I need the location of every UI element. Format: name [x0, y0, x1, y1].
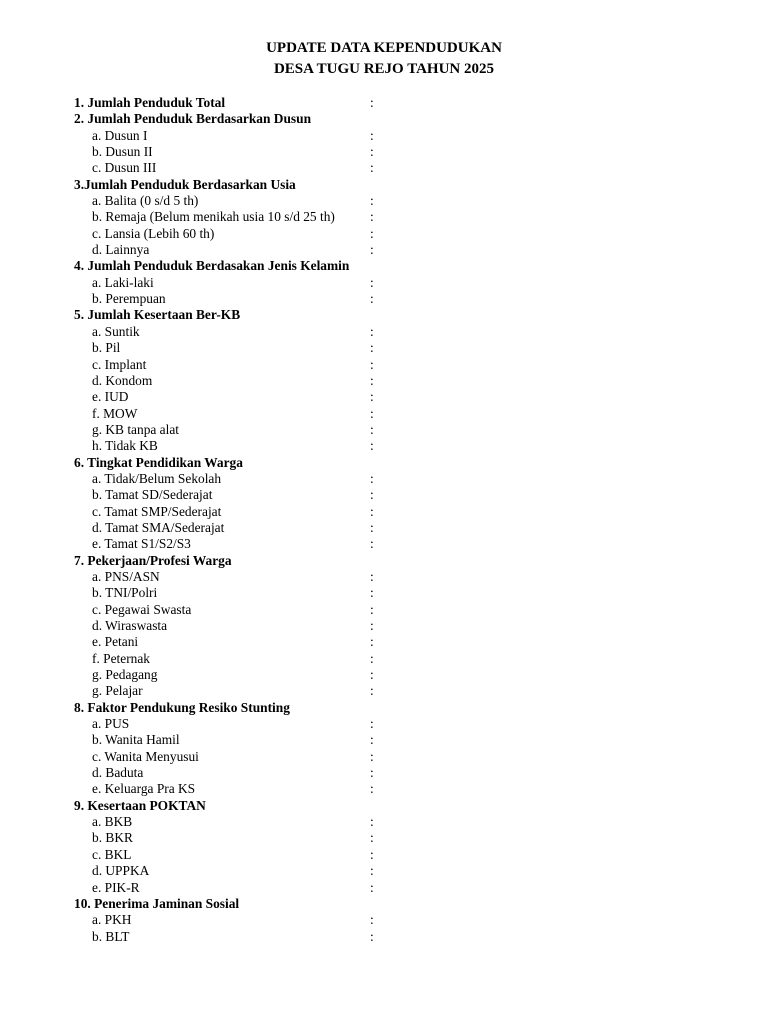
value-colon: :	[370, 274, 374, 290]
item-label: b. BLT	[92, 928, 130, 944]
form-item-row	[0, 291, 768, 307]
section-heading: 8. Faktor Pendukung Resiko Stunting	[74, 699, 290, 715]
form-item-row	[0, 193, 768, 209]
value-colon: :	[370, 242, 374, 258]
form-item-row	[0, 912, 768, 928]
section-heading: 6. Tingkat Pendidikan Warga	[74, 454, 243, 470]
value-colon: :	[370, 601, 374, 617]
form-item-row	[0, 373, 768, 389]
form-item-row	[0, 618, 768, 634]
form-item-row	[0, 880, 768, 896]
item-label: b. Tamat SD/Sederajat	[92, 487, 213, 503]
section-heading: 3.Jumlah Penduduk Berdasarkan Usia	[74, 176, 296, 192]
section-heading: 9. Kesertaan POKTAN	[74, 797, 206, 813]
item-label: c. Wanita Menyusui	[92, 748, 199, 764]
item-label: b. Remaja (Belum menikah usia 10 s/d 25 th)	[92, 209, 335, 225]
section-heading-row	[0, 307, 768, 323]
item-label: c. BKL	[92, 846, 132, 862]
item-label: d. Tamat SMA/Sederajat	[92, 519, 225, 535]
form-item-row	[0, 438, 768, 454]
item-label: a. PKH	[92, 912, 132, 928]
value-colon: :	[370, 912, 374, 928]
document-title-line-1: UPDATE DATA KEPENDUDUKAN	[266, 40, 502, 56]
value-colon: :	[370, 389, 374, 405]
form-item-row	[0, 144, 768, 160]
item-label: a. PUS	[92, 716, 130, 732]
value-colon: :	[370, 634, 374, 650]
form-item-row	[0, 634, 768, 650]
form-item-row	[0, 536, 768, 552]
form-item-row	[0, 406, 768, 422]
item-label: f. MOW	[92, 405, 138, 421]
item-label: e. IUD	[92, 389, 129, 405]
section-heading-row	[0, 258, 768, 274]
item-label: g. Pelajar	[92, 683, 143, 699]
item-label: c. Tamat SMP/Sederajat	[92, 503, 222, 519]
item-label: c. Dusun III	[92, 160, 157, 176]
form-item-row	[0, 487, 768, 503]
item-label: f. Peternak	[92, 650, 151, 666]
form-item-row	[0, 602, 768, 618]
section-heading-row	[0, 111, 768, 127]
item-label: e. Tamat S1/S2/S3	[92, 536, 191, 552]
form-item-row	[0, 471, 768, 487]
section-heading: 4. Jumlah Penduduk Berdasakan Jenis Kelamin	[74, 258, 350, 274]
value-colon: :	[370, 323, 374, 339]
data-form-list	[0, 95, 768, 945]
value-colon: :	[370, 503, 374, 519]
form-item-row	[0, 340, 768, 356]
value-colon: :	[370, 340, 374, 356]
item-label: e. Keluarga Pra KS	[92, 781, 196, 797]
value-colon: :	[370, 95, 374, 110]
item-label: e. PIK-R	[92, 879, 140, 895]
form-item-row	[0, 209, 768, 225]
section-heading-row	[0, 896, 768, 912]
value-colon: :	[370, 225, 374, 241]
item-label: d. Kondom	[92, 372, 153, 388]
item-label: c. Pegawai Swasta	[92, 601, 192, 617]
value-colon: :	[370, 487, 374, 503]
value-colon: :	[370, 683, 374, 699]
form-item-row	[0, 732, 768, 748]
section-heading: 1. Jumlah Penduduk Total	[74, 95, 226, 110]
value-colon: :	[370, 928, 374, 944]
value-colon: :	[370, 650, 374, 666]
value-colon: :	[370, 830, 374, 846]
value-colon: :	[370, 372, 374, 388]
item-label: a. Dusun I	[92, 127, 148, 143]
value-colon: :	[370, 814, 374, 830]
form-item-row	[0, 128, 768, 144]
document-title-line-2: DESA TUGU REJO TAHUN 2025	[273, 61, 495, 77]
value-colon: :	[370, 618, 374, 633]
form-item-row	[0, 389, 768, 405]
item-label: b. TNI/Polri	[92, 585, 158, 601]
form-item-row	[0, 275, 768, 291]
value-colon: :	[370, 568, 374, 584]
item-label: b. Dusun II	[92, 144, 153, 160]
form-item-row	[0, 651, 768, 667]
value-colon: :	[370, 356, 374, 372]
item-label: c. Implant	[92, 356, 147, 372]
form-item-row	[0, 160, 768, 176]
item-label: e. Petani	[92, 634, 139, 650]
value-colon: :	[370, 160, 374, 176]
section-heading-row	[0, 95, 768, 111]
item-label: g. Pedagang	[92, 667, 158, 683]
section-heading-row	[0, 700, 768, 716]
value-colon: :	[370, 470, 374, 486]
section-heading: 10. Penerima Jaminan Sosial	[74, 895, 240, 911]
item-label: a. PNS/ASN	[92, 568, 160, 584]
form-item-row	[0, 781, 768, 797]
item-label: a. Suntik	[92, 323, 140, 339]
item-label: g. KB tanpa alat	[92, 421, 180, 437]
form-item-row	[0, 504, 768, 520]
form-item-row	[0, 585, 768, 601]
form-item-row	[0, 814, 768, 830]
form-item-row	[0, 683, 768, 699]
item-label: b. Perempuan	[92, 291, 166, 307]
value-colon: :	[370, 879, 374, 895]
section-heading: 7. Pekerjaan/Profesi Warga	[74, 552, 232, 568]
form-item-row	[0, 830, 768, 846]
value-colon: :	[370, 209, 374, 225]
form-item-row	[0, 357, 768, 373]
section-heading: 2. Jumlah Penduduk Berdasarkan Dusun	[74, 111, 312, 127]
value-colon: :	[370, 748, 374, 764]
section-heading-row	[0, 177, 768, 193]
form-item-row	[0, 520, 768, 536]
form-item-row	[0, 324, 768, 340]
form-item-row	[0, 667, 768, 683]
section-heading-row	[0, 553, 768, 569]
item-label: d. Baduta	[92, 765, 144, 781]
item-label: a. Tidak/Belum Sekolah	[92, 470, 222, 486]
value-colon: :	[370, 585, 374, 601]
value-colon: :	[370, 405, 374, 421]
form-item-row	[0, 716, 768, 732]
value-colon: :	[370, 127, 374, 143]
form-item-row	[0, 749, 768, 765]
value-colon: :	[370, 519, 374, 535]
value-colon: :	[370, 732, 374, 748]
item-label: a. BKB	[92, 814, 133, 830]
item-label: a. Laki-laki	[92, 274, 154, 290]
form-item-row	[0, 765, 768, 781]
form-item-row	[0, 929, 768, 945]
item-label: h. Tidak KB	[92, 438, 158, 454]
section-heading-row	[0, 455, 768, 471]
value-colon: :	[370, 716, 374, 732]
form-item-row	[0, 863, 768, 879]
item-label: d. Wiraswasta	[92, 618, 168, 633]
item-label: b. Wanita Hamil	[92, 732, 180, 748]
value-colon: :	[370, 765, 374, 781]
value-colon: :	[370, 421, 374, 437]
item-label: d. Lainnya	[92, 242, 150, 258]
item-label: b. BKR	[92, 830, 133, 846]
item-label: b. Pil	[92, 340, 121, 356]
item-label: c. Lansia (Lebih 60 th)	[92, 225, 215, 241]
value-colon: :	[370, 667, 374, 683]
form-item-row	[0, 226, 768, 242]
item-label: d. UPPKA	[92, 863, 150, 879]
value-colon: :	[370, 291, 374, 307]
value-colon: :	[370, 781, 374, 797]
form-item-row	[0, 569, 768, 585]
section-heading-row	[0, 798, 768, 814]
section-heading: 5. Jumlah Kesertaan Ber-KB	[74, 307, 241, 323]
form-item-row	[0, 422, 768, 438]
item-label: a. Balita (0 s/d 5 th)	[92, 193, 199, 209]
form-item-row	[0, 847, 768, 863]
value-colon: :	[370, 438, 374, 454]
value-colon: :	[370, 863, 374, 879]
value-colon: :	[370, 193, 374, 209]
value-colon: :	[370, 846, 374, 862]
form-item-row	[0, 242, 768, 258]
value-colon: :	[370, 536, 374, 552]
value-colon: :	[370, 144, 374, 160]
